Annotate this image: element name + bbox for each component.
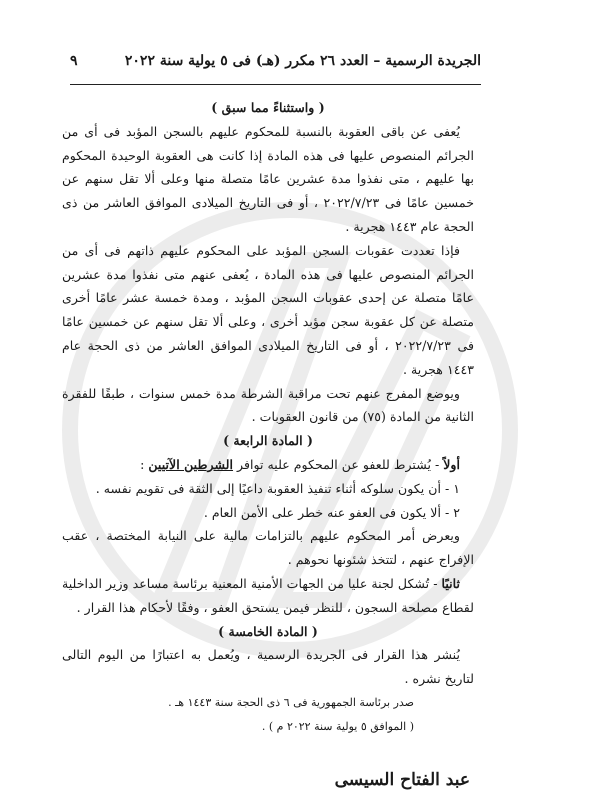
issued-date-line: صدر برئاسة الجمهورية فى ٦ ذى الحجة سنة ١٤٤٣ هـ . (168, 695, 414, 709)
presidential-signature: عبد الفتاح السيسى (334, 770, 470, 790)
article-4-first-clause (62, 453, 474, 477)
conditions-end: : (140, 456, 149, 472)
exception-heading: ( واستثناءً مما سبق ) (211, 100, 325, 115)
first-text: - يُشترط للعفو عن المحكوم عليه توافر (233, 456, 444, 472)
article-4-heading: ( المادة الرابعة ) (223, 433, 313, 449)
page-header (70, 48, 481, 74)
conditions-label: الشرطين الآتيين (148, 456, 234, 472)
second-label: ثانيًا (441, 575, 460, 591)
article-5-heading: ( المادة الخامسة ) (218, 623, 318, 639)
document-body (62, 96, 474, 739)
issued-gregorian-line: ( الموافق ٥ يولية سنة ٢٠٢٢ م ) . (261, 719, 414, 733)
gazette-issue-title: الجريدة الرسمية – العدد ٢٦ مكرر (هـ) فى ٥ يولية سنة ٢٠٢٢ (124, 53, 481, 69)
second-text: - تُشكل لجنة عليا من الجهات الأمنية المعنية برئاسة مساعد وزير الداخلية لقطاع مصلحة السجون ، للنظر فيمن يستحق العفو ، وفقًا لأحكام هذا القرار . (62, 575, 474, 615)
page-number: ٩ (70, 53, 78, 69)
header-divider (70, 84, 481, 85)
exception-paragraph-2: فإذا تعددت عقوبات السجن المؤبد على المحكوم عليهم ذاتهم فى أى من الجرائم المنصوص عليها فى هذه المادة ، يُعفى عنهم متى نفذوا مدة عشرين عامًا متصلة عن إحدى عقوبات السجن المؤبد ، ومدة خمسة عشر عامًا أخرى متصلة عن كل عقوبة سجن مؤبد أخرى ، وعلى ألا تقل سنهم عن خمسين عامًا فى ٢٠٢٢/٧/٢٣ ، أو فى التاريخ الميلادى الموافق العاشر من ذى الحجة عام ١٤٤٣ هجرية . (62, 242, 474, 377)
article-4-second-clause (62, 572, 474, 620)
financial-obligations-paragraph: ويعرض أمر المحكوم عليهم بالتزامات مالية على النيابة المختصة ، عقب الإفراج عنهم ، لتتخذ شئونها نحوهم . (62, 528, 474, 568)
exception-paragraph-3: ويوضع المفرج عنهم تحت مراقبة الشرطة مدة خمس سنوات ، طبقًا للفقرة الثانية من المادة (٧٥) من قانون العقوبات . (62, 385, 474, 425)
condition-1: ١ - أن يكون سلوكه أثناء تنفيذ العقوبة داعيًا إلى الثقة فى تقويم نفسه . (95, 480, 460, 496)
exception-paragraph-1: يُعفى عن باقى العقوبة بالنسبة للمحكوم عليهم بالسجن المؤبد فى أى من الجرائم المنصوص عليها فى هذه المادة إذا كانت هى العقوبة الوحيدة المحكوم بها عليهم ، متى نفذوا مدة عشرين عامًا متصلة منها وعلى ألا تقل سنهم عن خمسين عامًا فى ٢٠٢٢/٧/٢٣ ، أو فى التاريخ الميلادى الموافق العاشر من ذى الحجة عام ١٤٤٣ هجرية . (62, 123, 474, 234)
article-5-text: يُنشر هذا القرار فى الجريدة الرسمية ، ويُعمل به اعتبارًا من اليوم التالى لتاريخ نشره . (62, 647, 474, 687)
first-label: أولاً (443, 456, 460, 472)
condition-2: ٢ - ألا يكون فى العفو عنه خطر على الأمن العام . (203, 504, 460, 520)
